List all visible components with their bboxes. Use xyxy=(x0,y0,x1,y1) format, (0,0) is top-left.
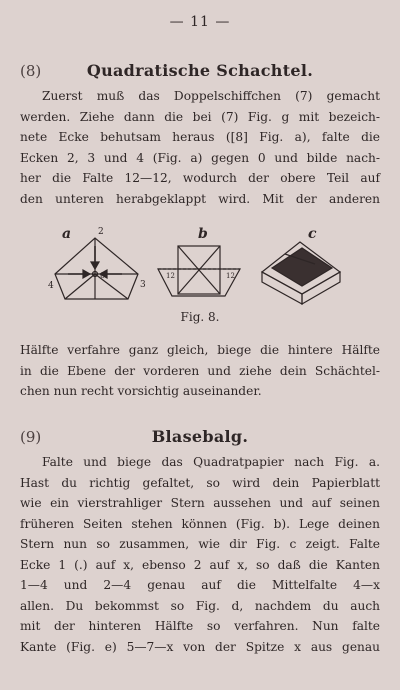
text-line: Stern nun so zusammen, wie dir Fig. c zeigt. Falte xyxy=(20,537,380,551)
fig-a-number-0: 0 xyxy=(100,271,106,280)
text-line: nete Ecke behutsam heraus ([8] Fig. a), falte die xyxy=(20,130,380,144)
text-line: den unteren herabgeklappt wird. Mit der anderen xyxy=(20,191,380,206)
fig-a-number-3: 3 xyxy=(140,280,146,290)
text-line: allen. Du bekommst so Fig. d, nachdem du auch xyxy=(20,598,380,613)
section-title-9: Blasebalg. xyxy=(151,427,249,446)
text-line: Hälfte verfahre ganz gleich, biege die hintere Hälfte xyxy=(20,343,380,357)
section-number-8: (8) xyxy=(20,62,42,80)
fig-c-diagram xyxy=(262,242,340,304)
section-8-paragraph-continued xyxy=(20,340,380,402)
text-line: her die Falte 12—12, wodurch der obere Teil auf xyxy=(20,171,380,185)
fig-b-number-12-right: 12 xyxy=(226,272,235,280)
figure-8-drawing xyxy=(40,224,360,314)
fig-a-number-4: 4 xyxy=(48,281,54,291)
section-number-9: (9) xyxy=(20,428,42,446)
text-line: 1—4 und 2—4 genau auf die Mittelfalte 4—x xyxy=(20,578,380,592)
fig-a-diagram xyxy=(55,238,138,299)
text-line: mit der hinteren Hälfte so verfahren. Nun falte xyxy=(20,619,380,633)
figure-caption: Fig. 8. xyxy=(180,310,220,324)
text-line: Kante (Fig. e) 5—7—x von der Spitze x aus genau xyxy=(20,639,380,654)
section-title-8: Quadratische Schachtel. xyxy=(86,61,314,80)
fig-a-number-2: 2 xyxy=(98,227,104,237)
text-line: in die Ebene der vorderen und ziehe dein Schächtel- xyxy=(20,363,380,378)
text-line: Falte und biege das Quadratpapier nach Fig. a. xyxy=(42,455,380,469)
text-line: chen nun recht vorsichtig auseinander. xyxy=(20,384,262,398)
figure-label-a: a xyxy=(62,226,72,242)
text-line: Ecke 1 (.) auf x, ebenso 2 auf x, so daß die Kanten xyxy=(20,557,380,572)
figure-label-b: b xyxy=(198,226,208,242)
page-number: — 11 — xyxy=(169,14,231,30)
text-line: Zuerst muß das Doppelschiffchen (7) gemacht xyxy=(42,89,380,103)
text-line: Ecken 2, 3 und 4 (Fig. a) gegen 0 und bilde nach- xyxy=(20,150,380,165)
text-line: wie ein vierstrahliger Stern aussehen und auf seinen xyxy=(20,496,380,510)
fig-b-number-12-left: 12 xyxy=(166,272,175,280)
text-line: früheren Seiten stehen können (Fig. b). Lege deinen xyxy=(20,516,380,531)
figure-label-c: c xyxy=(308,226,317,242)
text-line: werden. Ziehe dann die bei (7) Fig. g mit bezeich- xyxy=(20,109,380,124)
text-line: Hast du richtig gefaltet, so wird dein Papierblatt xyxy=(20,475,380,490)
section-8-paragraph xyxy=(20,86,380,209)
figure-8 xyxy=(40,224,360,334)
fig-b-diagram xyxy=(158,246,240,296)
section-9-paragraph xyxy=(20,452,380,657)
